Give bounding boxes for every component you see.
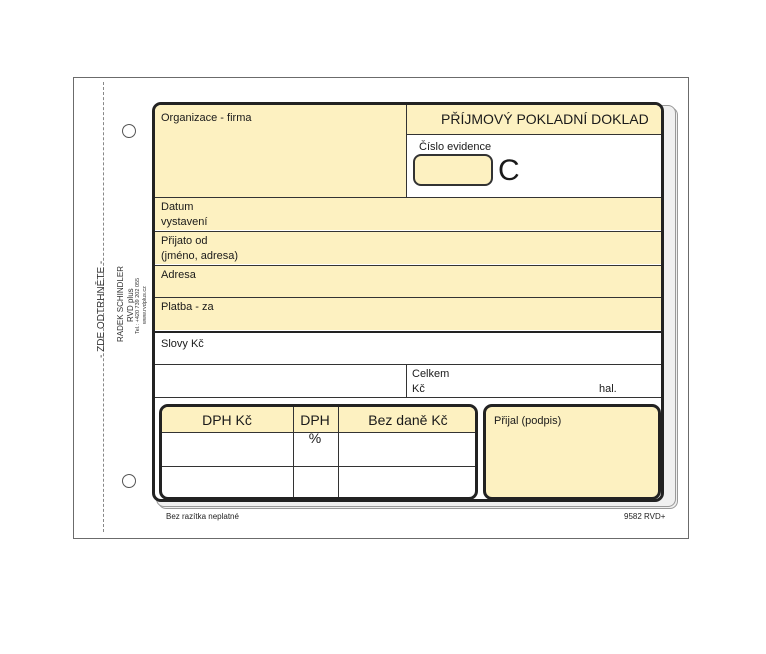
vat-table [159, 404, 478, 500]
publisher-brand: RVD plus [126, 288, 135, 322]
received-from-row[interactable] [155, 232, 664, 264]
total-cell[interactable] [407, 365, 664, 397]
signature-box[interactable] [483, 404, 661, 500]
signature-label: Přijal (podpis) [494, 415, 562, 427]
address-label: Adresa [161, 269, 196, 281]
payment-row[interactable] [155, 298, 664, 330]
divider [407, 134, 664, 135]
footer-note: Bez razítka neplatné [166, 512, 239, 521]
net-amount-cell[interactable] [339, 467, 478, 497]
in-words-row[interactable] [155, 333, 664, 364]
title-cell [407, 105, 664, 134]
series-letter: C [498, 154, 520, 187]
publisher-tel: Tel.: +420 739 202 055 [135, 277, 141, 334]
date-label: Datum [161, 201, 194, 213]
record-number-field[interactable] [413, 154, 493, 186]
document-title: PŘÍJMOVÝ POKLADNÍ DOKLAD [441, 111, 649, 127]
total-currency: Kč [412, 383, 425, 395]
vat-rate-cell[interactable] [294, 433, 338, 466]
divider [155, 397, 664, 398]
vat-amount-cell[interactable] [162, 433, 292, 466]
organization-cell[interactable] [155, 105, 406, 197]
publisher-name: RADEK SCHINDLER [116, 265, 125, 342]
net-amount-cell[interactable] [339, 433, 478, 466]
total-label: Celkem [412, 368, 450, 380]
publisher-web: www.rvdplus.cz [142, 286, 148, 324]
total-cents: hal. [599, 383, 617, 395]
organization-label: Organizace - firma [161, 112, 252, 124]
net-amount-header: Bez daně Kč [368, 412, 448, 428]
vat-amount-cell[interactable] [162, 467, 292, 497]
date-label-cont: vystavení [161, 216, 208, 228]
received-from-label: Přijato od [161, 235, 208, 247]
tear-off-label: - ZDE ODTRHNĚTE - [96, 260, 107, 358]
receipt-form [152, 102, 664, 502]
form-code: 9582 RVD+ [624, 512, 666, 521]
payment-label: Platba - za [161, 301, 214, 313]
record-number-label: Číslo evidence [419, 141, 492, 153]
vat-amount-header: DPH Kč [202, 412, 252, 428]
date-row[interactable] [155, 198, 664, 230]
in-words-label: Slovy Kč [161, 338, 204, 350]
vat-rate-header: DPH % [300, 412, 330, 446]
vat-rate-cell[interactable] [294, 467, 338, 497]
received-from-label-cont: (jméno, adresa) [161, 250, 239, 262]
punch-hole-bottom [122, 474, 136, 488]
punch-hole-top [122, 124, 136, 138]
address-row[interactable] [155, 266, 664, 297]
